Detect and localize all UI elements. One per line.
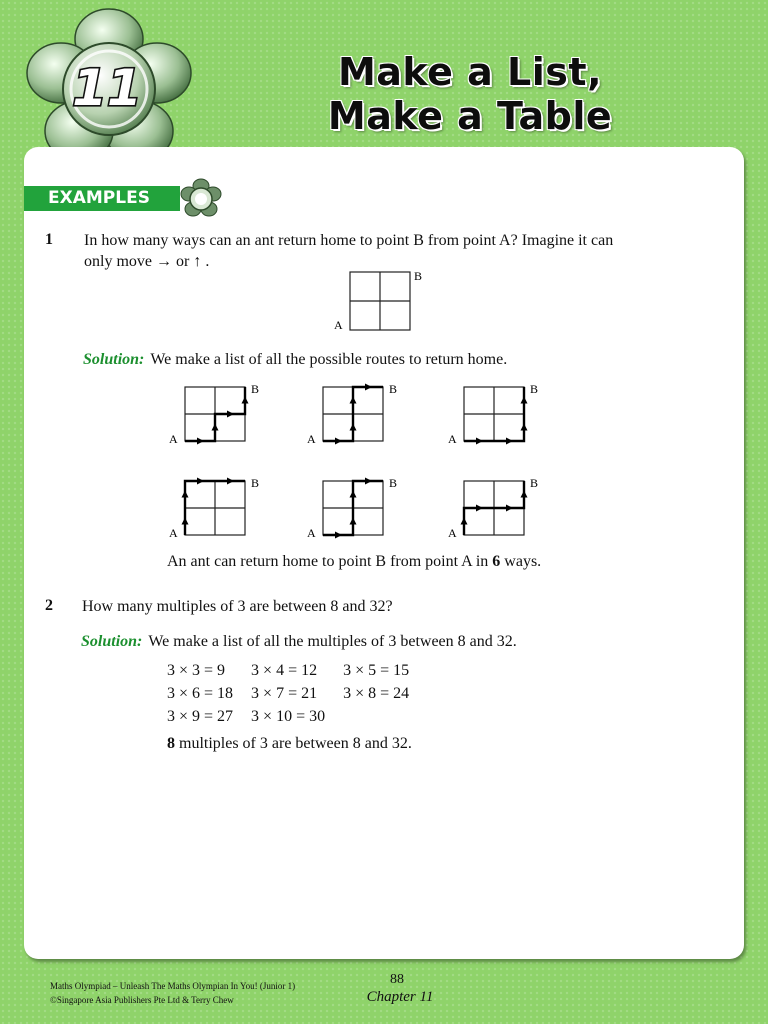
example-2-answer <box>167 733 412 755</box>
page-title <box>290 50 650 138</box>
equation <box>343 705 427 728</box>
point-a-label: A <box>448 432 457 446</box>
point-b-label: B <box>530 382 539 396</box>
solution-intro: We make a list of all the multiples of 3 between 8 and 32. <box>148 633 517 650</box>
solution-label: Solution: <box>83 351 145 368</box>
title-line-1: Make a List, <box>337 50 603 94</box>
table-row <box>167 659 427 682</box>
point-a-label: A <box>307 432 316 446</box>
answer-value: 6 <box>492 553 501 570</box>
equation: 3 × 7 = 21 <box>251 684 318 702</box>
point-b-label: B <box>414 269 423 283</box>
point-a-label: A <box>169 526 178 540</box>
point-a-label: A <box>448 526 457 540</box>
copyright: ©Singapore Asia Publishers Pte Ltd & Terry Chew <box>50 995 234 1005</box>
example-1-question-line-2: only move → or ↑ . <box>84 253 210 270</box>
route-grid-5 <box>305 474 405 544</box>
example-2-question: How many multiples of 3 are between 8 and 32? <box>82 598 393 615</box>
table-row <box>167 705 427 728</box>
equation: 3 × 9 = 27 <box>167 707 234 725</box>
example-2-solution <box>81 631 517 653</box>
answer-prefix: An ant can return home to point B from point A in <box>167 553 493 570</box>
equation: 3 × 5 = 15 <box>343 661 410 679</box>
route-grid-6 <box>446 474 546 544</box>
point-a-label: A <box>169 432 178 446</box>
equation: 3 × 3 = 9 <box>167 661 226 679</box>
question-grid <box>328 266 428 336</box>
route-grid-4 <box>167 474 267 544</box>
title-line-2: Make a Table <box>327 94 613 138</box>
examples-label: EXAMPLES <box>24 186 180 211</box>
example-1-question-line-1: In how many ways can an ant return home to point B from point A? Imagine it can <box>84 232 614 249</box>
equation: 3 × 6 = 18 <box>167 684 234 702</box>
example-1-number: 1 <box>45 231 53 248</box>
equation: 3 × 10 = 30 <box>251 707 326 725</box>
route-grid-2 <box>305 380 405 450</box>
point-b-label: B <box>389 382 398 396</box>
route-grid-1 <box>167 380 267 450</box>
point-a-label: A <box>307 526 316 540</box>
example-1-solution <box>83 349 507 371</box>
equation: 3 × 8 = 24 <box>343 684 410 702</box>
answer-suffix: ways. <box>500 553 542 570</box>
multiples-table <box>167 659 427 728</box>
equation: 3 × 4 = 12 <box>251 661 318 679</box>
gear-icon <box>176 175 226 223</box>
book-title: Maths Olympiad – Unleash The Maths Olympian In You! (Junior 1) <box>50 981 296 991</box>
example-2-number: 2 <box>45 597 53 614</box>
chapter-label: Chapter 11 <box>366 989 434 1005</box>
page-number: 88 <box>390 972 404 987</box>
route-grid-3 <box>446 380 546 450</box>
example-1-answer <box>167 551 541 573</box>
answer-value: 8 <box>167 735 175 752</box>
point-b-label: B <box>389 476 398 490</box>
point-a-label: A <box>334 318 343 332</box>
point-b-label: B <box>251 476 260 490</box>
answer-suffix: multiples of 3 are between 8 and 32. <box>175 735 412 752</box>
point-b-label: B <box>530 476 539 490</box>
point-b-label: B <box>251 382 260 396</box>
solution-label: Solution: <box>81 633 143 650</box>
table-row <box>167 682 427 705</box>
solution-intro: We make a list of all the possible routes to return home. <box>150 351 508 368</box>
footer-credits <box>50 979 295 1007</box>
chapter-number: 11 <box>72 59 142 117</box>
